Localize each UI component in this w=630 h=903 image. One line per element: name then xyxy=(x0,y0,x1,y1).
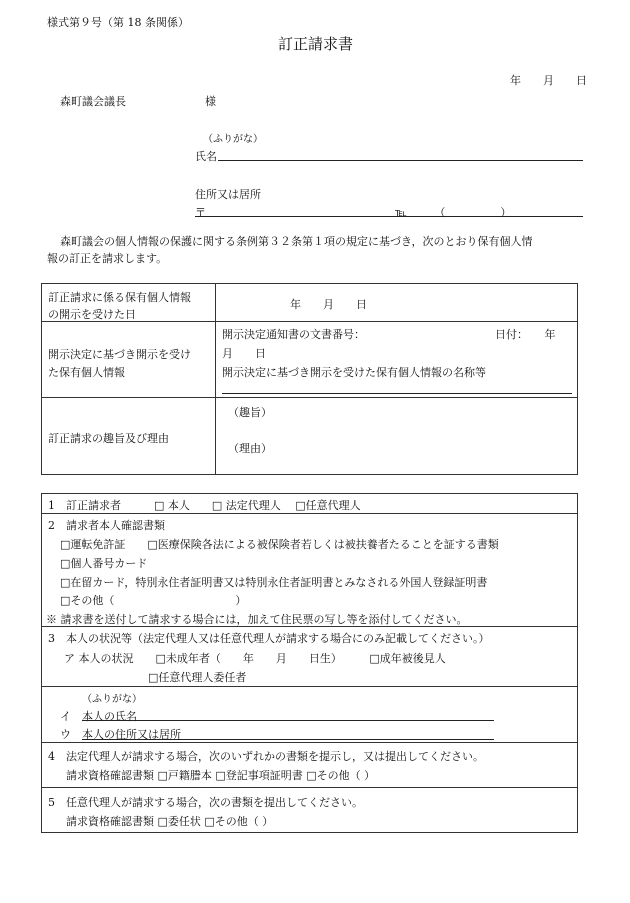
date-field[interactable]: 年 月 日 xyxy=(510,74,587,87)
form-number: 様式第９号（第 18 条関係） xyxy=(47,16,189,29)
principal-furigana-label: （ふりがな） xyxy=(82,694,142,705)
voluntary-agent-docs[interactable]: 請求資格確認書類 □委任状 □その他（ ） xyxy=(66,815,274,828)
principal-address-label: 本人の住所又は居所 xyxy=(82,728,181,741)
page-title: 訂正請求書 xyxy=(278,35,354,53)
disclosure-date-label-2: の開示を受けた日 xyxy=(48,308,136,321)
principal-status-delegator[interactable]: □任意代理人委任者 xyxy=(148,671,247,684)
section-2-title: 2 請求者本人確認書類 xyxy=(48,519,165,532)
legal-agent-docs[interactable]: 請求資格確認書類 □戸籍謄本 □登記事項証明書 □その他（ ） xyxy=(66,769,376,782)
disclosure-date-label-1: 訂正請求に係る保有個人情報 xyxy=(48,291,191,304)
requester-info-table xyxy=(41,493,578,833)
purpose-label: （趣旨） xyxy=(228,406,272,419)
section-5-title: 5 任意代理人が請求する場合，次の書類を提出してください。 xyxy=(48,796,363,809)
purpose-reason-label: 訂正請求の趣旨及び理由 xyxy=(48,432,169,445)
name-field[interactable] xyxy=(218,160,583,161)
postal-mark: 〒 xyxy=(195,206,206,219)
addressee: 森町議会議長 xyxy=(60,95,126,108)
principal-status[interactable]: ア 本人の状況 □未成年者（ 年 月 日生） □成年被後見人 xyxy=(64,652,446,665)
principal-name-field[interactable] xyxy=(82,720,494,721)
name-label: 氏名 xyxy=(195,150,217,163)
section-1-requester-type[interactable]: 1 訂正請求者 □ 本人 □ 法定代理人 □任意代理人 xyxy=(48,499,361,512)
intro-line-1: 森町議会の個人情報の保護に関する条例第３２条第１項の規定に基づき，次のとおり保有個人情 xyxy=(60,235,533,248)
honorific: 様 xyxy=(205,95,216,108)
doc-number-label: 開示決定通知書の文書番号： xyxy=(222,328,365,341)
principal-address-prefix: ウ xyxy=(60,728,71,741)
principal-name-label: 本人の氏名 xyxy=(82,710,137,723)
principal-address-field[interactable] xyxy=(82,739,494,740)
principal-name-prefix: イ xyxy=(60,710,71,723)
doc-month-day: 月 日 xyxy=(222,347,266,360)
id-doc-option-1[interactable]: □運転免許証 □医療保険各法による被保険者若しくは被扶養者たることを証する書類 xyxy=(60,538,499,551)
id-doc-option-2[interactable]: □個人番号カード xyxy=(60,557,148,570)
section-2-note: ※ 請求書を送付して請求する場合には，加えて住民票の写し等を添付してください。 xyxy=(46,613,468,626)
info-label-1: 開示決定に基づき開示を受け xyxy=(48,348,191,361)
intro-line-2: 報の訂正を請求します。 xyxy=(47,252,168,265)
id-doc-option-3[interactable]: □在留カード，特別永住者証明書又は特別永住者証明書とみなされる外国人登録証明書 xyxy=(60,576,488,589)
section-3-title: 3 本人の状況等（法定代理人又は任意代理人が請求する場合にのみ記載してください。） xyxy=(48,632,490,645)
request-detail-table xyxy=(41,283,578,475)
disclosure-date-value[interactable]: 年 月 日 xyxy=(290,298,367,311)
info-name-label: 開示決定に基づき開示を受けた保有個人情報の名称等 xyxy=(222,366,486,379)
doc-date-label: 日付： 年 xyxy=(495,328,556,341)
address-label: 住所又は居所 xyxy=(195,188,261,201)
furigana-label: （ふりがな） xyxy=(203,134,263,145)
tel-label: ℡ （ ） xyxy=(395,206,512,219)
section-4-title: 4 法定代理人が請求する場合，次のいずれかの書類を提示し，又は提出してください。 xyxy=(48,750,484,763)
info-label-2: た保有個人情報 xyxy=(48,366,125,379)
info-name-field[interactable] xyxy=(222,393,572,394)
id-doc-option-4[interactable]: □その他（ ） xyxy=(60,594,247,607)
reason-label: （理由） xyxy=(228,442,272,455)
address-field[interactable] xyxy=(195,216,583,217)
